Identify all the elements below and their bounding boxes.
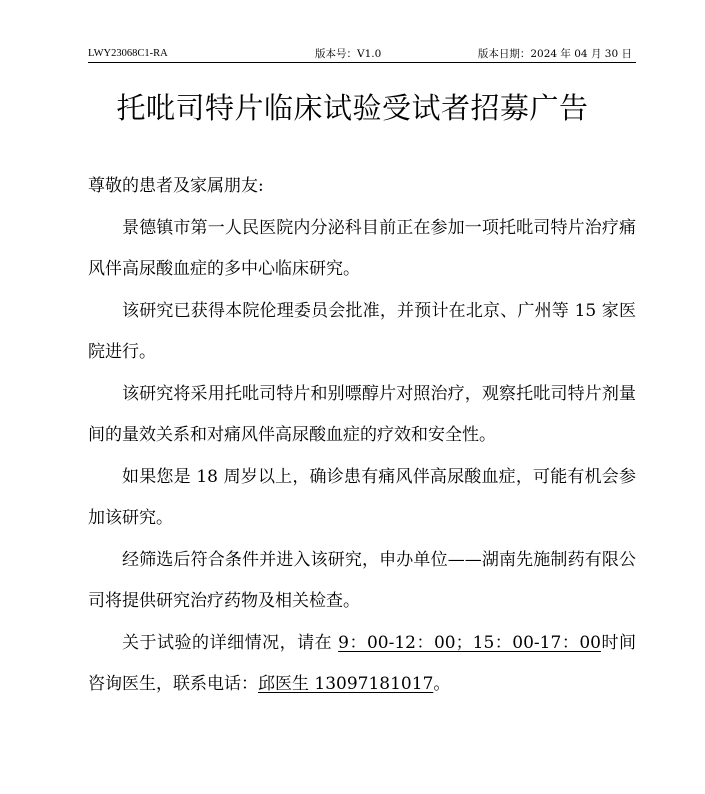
page-header [88, 46, 636, 63]
version-number: 版本号：V1.0 [315, 48, 382, 60]
contact-text-middle: 时间咨询医生，联系电话： [88, 632, 636, 694]
paragraph-intro: 景德镇市第一人民医院内分泌科目前正在参加一项托吡司特片治疗痛风伴高尿酸血症的多中心临床研究。 [88, 217, 636, 279]
paragraph-contact [88, 623, 636, 706]
paragraph-design: 该研究将采用托吡司特片和别嘌醇片对照治疗，观察托吡司特片剂量间的量效关系和对痛风伴高尿酸血症的疗效和安全性。 [88, 383, 636, 445]
paragraph-ethics: 该研究已获得本院伦理委员会批准，并预计在北京、广州等 15 家医院进行。 [88, 300, 636, 362]
contact-text-before: 关于试验的详细情况，请在 [122, 632, 339, 653]
consultation-hours: 9：00-12：00；15：00-17：00 [338, 632, 601, 653]
version-date: 版本日期：2024 年 04 月 30 日 [477, 48, 632, 60]
contact-text-after: 。 [433, 674, 451, 694]
greeting: 尊敬的患者及家属朋友: [88, 176, 264, 196]
paragraph-sponsor: 经筛选后符合条件并进入该研究，申办单位——湖南先施制药有限公司将提供研究治疗药物及相关检查。 [88, 549, 636, 611]
contact-phone: 邱医生 13097181017 [258, 674, 434, 694]
paragraph-eligibility: 如果您是 18 周岁以上，确诊患有痛风伴高尿酸血症，可能有机会参加该研究。 [88, 466, 636, 528]
page-title: 托吡司特片临床试验受试者招募广告 [116, 91, 589, 125]
body-text [88, 166, 636, 706]
document-code: LWY23068C1-RA [88, 48, 168, 59]
